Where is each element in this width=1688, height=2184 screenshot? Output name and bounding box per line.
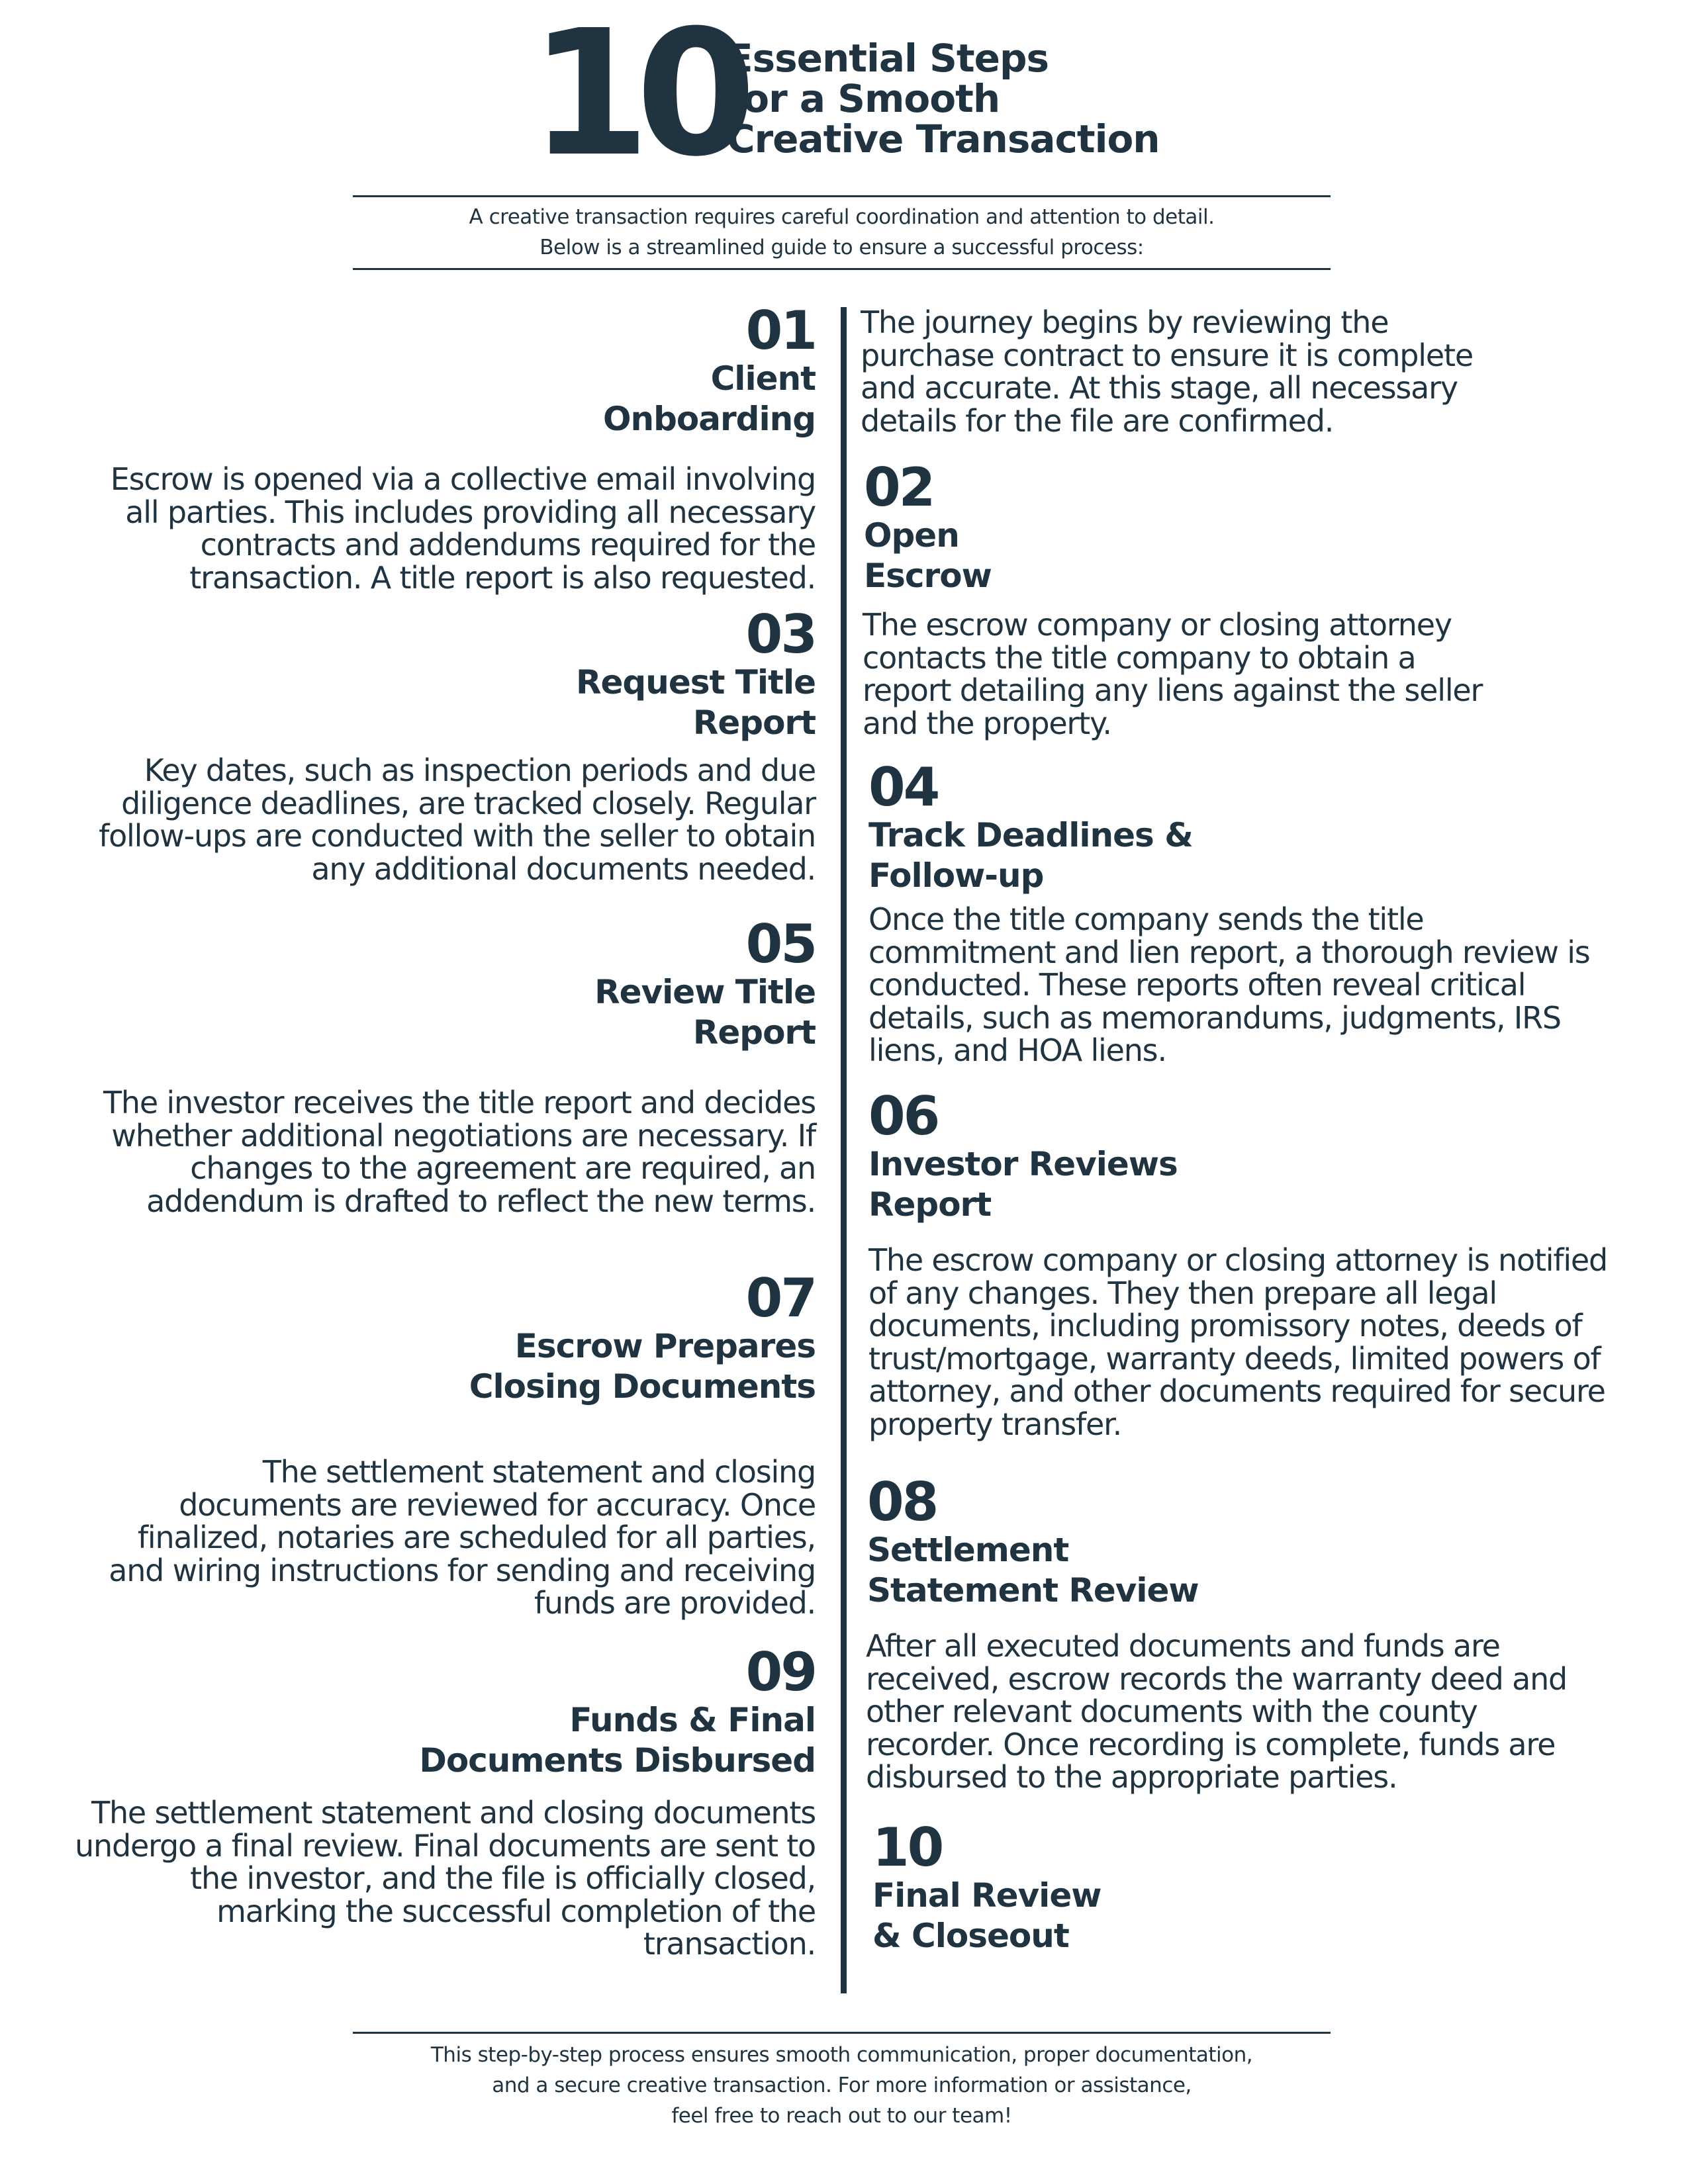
step-01-description	[861, 306, 1473, 437]
step-title	[469, 1326, 816, 1407]
step-title-line: Escrow Prepares	[514, 1327, 816, 1365]
step-title	[603, 359, 816, 439]
description-line: details for the file are confirmed.	[861, 402, 1334, 439]
step-title-line: Report	[868, 1185, 992, 1224]
intro-text	[353, 202, 1331, 263]
step-title	[868, 1144, 1178, 1225]
description-line: commitment and lien report, a thorough review is	[868, 934, 1590, 970]
step-title	[576, 662, 816, 743]
step-title-line: Open	[864, 516, 959, 555]
step-title	[864, 516, 992, 596]
title-line: for a Smooth	[727, 76, 1000, 121]
step-title	[419, 1700, 816, 1781]
step-number: 10	[872, 1817, 943, 1878]
step-10-description	[75, 1797, 816, 1961]
step-title-line: Closing Documents	[469, 1367, 816, 1406]
step-05-heading	[594, 913, 816, 1053]
step-title-line: Request Title	[576, 663, 816, 702]
step-title-line: & Closeout	[872, 1917, 1069, 1955]
step-number: 06	[868, 1085, 939, 1147]
description-line: report detailing any liens against the seller	[863, 672, 1483, 708]
description-line: whether additional negotiations are necessary. If	[111, 1117, 816, 1154]
step-06-heading	[868, 1085, 1178, 1225]
description-line: marking the successful completion of the	[216, 1893, 816, 1929]
description-line: Key dates, such as inspection periods and due	[144, 752, 816, 788]
step-title	[868, 815, 1193, 896]
description-line: received, escrow records the warranty deed and	[866, 1661, 1568, 1697]
step-title-line: Onboarding	[603, 400, 816, 438]
description-line: and the property.	[863, 705, 1111, 741]
step-07-description	[868, 1244, 1607, 1441]
step-10-heading	[872, 1817, 1102, 1956]
step-number: 05	[745, 913, 816, 975]
step-title-line: Documents Disbursed	[419, 1741, 816, 1780]
description-line: Once the title company sends the title	[868, 901, 1424, 937]
description-line: disbursed to the appropriate parties.	[866, 1759, 1397, 1795]
intro-bottom-divider	[353, 268, 1331, 270]
step-title-line: Report	[692, 1013, 816, 1052]
description-line: follow-ups are conducted with the seller to obtain	[99, 818, 816, 854]
step-09-description	[866, 1630, 1567, 1794]
description-line: purchase contract to ensure it is complete	[861, 337, 1473, 373]
step-02-heading	[864, 457, 992, 596]
step-number: 08	[867, 1471, 937, 1533]
title-line: Creative Transaction	[727, 116, 1160, 161]
description-line: The settlement statement and closing documents	[91, 1795, 816, 1831]
description-line: and accurate. At this stage, all necessary	[861, 370, 1458, 406]
description-line: undergo a final review. Final documents are sent to	[75, 1827, 816, 1864]
step-title-line: Settlement	[867, 1531, 1069, 1569]
step-05-description	[868, 903, 1590, 1068]
step-01-heading	[603, 300, 816, 439]
step-08-heading	[867, 1471, 1199, 1611]
description-line: transaction.	[643, 1926, 816, 1962]
description-line: Escrow is opened via a collective email involving	[110, 461, 816, 497]
description-line: finalized, notaries are scheduled for all parties,	[137, 1520, 816, 1555]
step-03-description	[863, 609, 1482, 740]
intro-top-divider	[353, 195, 1331, 197]
description-line: After all executed documents and funds are	[866, 1628, 1500, 1664]
step-title-line: Investor Reviews	[868, 1145, 1178, 1183]
description-line: The settlement statement and closing	[262, 1454, 816, 1490]
page-title	[727, 38, 1160, 159]
step-title-line: Track Deadlines &	[868, 816, 1193, 854]
big-number-ten: 10	[530, 0, 742, 195]
step-title-line: Follow-up	[868, 856, 1044, 895]
step-number: 01	[745, 300, 816, 361]
description-line: The investor receives the title report and decides	[103, 1085, 816, 1120]
description-line: the investor, and the file is officially closed,	[190, 1860, 816, 1896]
step-title	[872, 1876, 1101, 1956]
step-title-line: Funds & Final	[569, 1701, 816, 1739]
description-line: any additional documents needed.	[311, 850, 816, 887]
description-line: recorder. Once recording is complete, funds are	[866, 1726, 1556, 1762]
step-title	[594, 972, 816, 1053]
description-line: details, such as memorandums, judgments, IRS	[868, 999, 1561, 1036]
description-line: attorney, and other documents required for secure	[868, 1373, 1605, 1409]
step-08-description	[109, 1456, 816, 1620]
step-title-line: Final Review	[872, 1876, 1102, 1915]
intro-line: A creative transaction requires careful coordination and attention to detail.	[469, 205, 1215, 229]
step-06-description	[103, 1087, 816, 1218]
step-number: 04	[868, 756, 939, 818]
description-line: conducted. These reports often reveal critical	[868, 967, 1526, 1003]
description-line: liens, and HOA liens.	[868, 1032, 1166, 1068]
description-line: documents are reviewed for accuracy. Once	[179, 1486, 816, 1523]
description-line: funds are provided.	[534, 1585, 816, 1621]
intro-line: Below is a streamlined guide to ensure a successful process:	[539, 236, 1144, 259]
step-09-heading	[419, 1641, 816, 1781]
step-02-description	[111, 463, 816, 594]
step-number: 03	[745, 604, 816, 665]
title-line: Essential Steps	[727, 36, 1049, 81]
footer-line: This step-by-step process ensures smooth communication, proper documentation,	[430, 2043, 1253, 2067]
description-line: contracts and addendums required for the	[200, 527, 816, 563]
step-04-description	[99, 754, 816, 886]
step-title-line: Client	[710, 359, 816, 398]
description-line: contacts the title company to obtain a	[863, 639, 1416, 676]
footer-line: and a secure creative transaction. For more information or assistance,	[492, 2073, 1192, 2097]
description-line: addendum is drafted to reflect the new terms.	[146, 1183, 816, 1219]
description-line: of any changes. They then prepare all legal	[868, 1275, 1497, 1311]
footer-line: feel free to reach out to our team!	[671, 2104, 1012, 2128]
description-line: other relevant documents with the county	[866, 1694, 1477, 1729]
footer-text	[353, 2040, 1331, 2131]
step-03-heading	[576, 604, 816, 743]
description-line: The escrow company or closing attorney	[863, 607, 1452, 643]
description-line: and wiring instructions for sending and receiving	[109, 1552, 816, 1588]
description-line: documents, including promissory notes, deeds of	[868, 1308, 1582, 1343]
step-title-line: Review Title	[594, 973, 816, 1011]
step-title-line: Escrow	[864, 557, 992, 595]
step-07-heading	[469, 1267, 816, 1407]
step-04-heading	[868, 756, 1193, 896]
step-title	[867, 1530, 1199, 1611]
step-number: 07	[745, 1267, 816, 1329]
description-line: changes to the agreement are required, an	[190, 1150, 816, 1186]
description-line: all parties. This includes providing all necessary	[125, 494, 816, 530]
footer-divider	[353, 2032, 1331, 2034]
step-title-line: Report	[692, 704, 816, 742]
description-line: trust/mortgage, warranty deeds, limited powers of	[868, 1340, 1601, 1377]
description-line: diligence deadlines, are tracked closely. Regular	[121, 785, 816, 821]
description-line: property transfer.	[868, 1406, 1122, 1442]
step-title-line: Statement Review	[867, 1571, 1199, 1610]
timeline-divider	[841, 307, 847, 1993]
description-line: transaction. A title report is also requested.	[189, 559, 816, 596]
description-line: The escrow company or closing attorney is notified	[868, 1242, 1608, 1278]
description-line: The journey begins by reviewing the	[861, 304, 1389, 340]
step-number: 02	[864, 457, 934, 518]
step-number: 09	[745, 1641, 816, 1703]
